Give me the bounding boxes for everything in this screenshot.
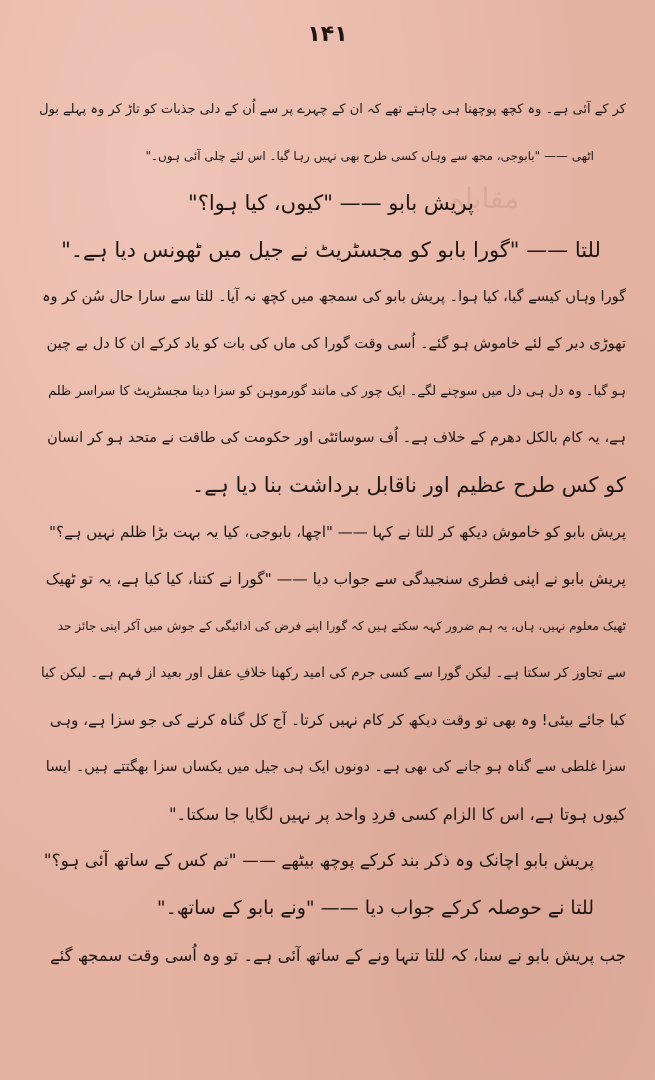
- text-line: کیوں ہوتا ہے، اس کا الزام کسی فردِ واحد پر نہیں لگایا جا سکتا۔": [168, 805, 626, 824]
- text-line: سزا غلطی سے گناہ ہو جانے کی بھی ہے۔ دونوں ایک ہی جیل میں یکساں سزا بھگتتے ہیں۔ ایسا: [45, 759, 626, 775]
- text-line: گورا وہاں کیسے گیا، کیا ہوا۔ پریش بابو کی سمجھ میں کچھ نہ آیا۔ للتا سے سارا حال سُن کر وہ: [42, 289, 626, 305]
- text-line: ہے، یہ کام بالکل دھرم کے خلاف ہے۔ اُف سوسائٹی اور حکومت کی طاقت نے متحد ہو کر انسان: [47, 430, 626, 446]
- text-line: للتا نے حوصلہ کرکے جواب دیا —— "ونے بابو کے ساتھ۔": [156, 897, 594, 919]
- text-line: تھوڑی دیر کے لئے خاموش ہو گئے۔ اُسی وقت گورا کی ماں کی بات کو یاد کرکے ان کا دل بے چین: [46, 336, 626, 352]
- text-line: للتا —— "گورا بابو کو مجسٹریٹ نے جیل میں ٹھونس دیا ہے۔": [61, 238, 601, 262]
- text-line: کو کس طرح عظیم اور ناقابل برداشت بنا دیا ہے۔: [191, 473, 626, 497]
- text-line: کر کے آئی ہے۔ وہ کچھ پوچھنا ہی چاہتے تھے کہ ان کے چہرے پر سے اُن کے دلی جذبات کو تاڑ کر وہ پہلے بول: [39, 102, 626, 117]
- text-line: جب پریش بابو نے سنا، کہ للتا تنہا ونے کے ساتھ آئی ہے۔ تو وہ اُسی وقت سمجھ گئے: [49, 946, 626, 965]
- text-line: ہو گیا۔ وہ دل ہی دل میں سوچنے لگے۔ ایک چور کی مانند گورموہن کو سزا دینا مجسٹریٹ کا سراسر ظلم: [48, 384, 626, 399]
- page-number: ۱۴۱: [307, 22, 348, 47]
- text-line: پریش بابو —— "کیوں، کیا ہوا؟": [188, 191, 474, 215]
- text-line: اٹھی —— "بابوجی، مجھ سے وہاں کسی طرح بھی نہیں رہا گیا۔ اس لئے چلی آئی ہوں۔": [145, 149, 594, 163]
- text-line: کیا جائے بیٹی! وہ بھی تو وقت دیکھ کر کام نہیں کرتا۔ آج کل گناہ کرنے کی جو سزا ہے، وہی: [49, 711, 626, 729]
- text-line: ٹھیک معلوم نہیں، ہاں، یہ ہم ضرور کہہ سکتے ہیں کہ گورا اپنے فرض کی ادائیگی کے جوش میں آکر اپنی جائز حد: [57, 619, 626, 633]
- text-line: پریش بابو نے اپنی فطری سنجیدگی سے جواب دیا —— "گورا نے کتنا، کیا کیا ہے، یہ تو ٹھیک: [45, 570, 626, 588]
- text-line: پریش بابو کو خاموش دیکھ کر للتا نے کہا —— "اچھا، بابوجی، کیا یہ بہت بڑا ظلم نہیں ہے؟": [49, 523, 626, 541]
- text-line: پریش بابو اچانک وہ ذکر بند کرکے پوچھ بیٹھے —— "تم کس کے ساتھ آئی ہو؟": [43, 851, 594, 871]
- page-body: [36, 86, 626, 979]
- text-line: سے تجاوز کر سکتا ہے۔ لیکن گورا سے کسی جرم کی امید رکھنا خلافِ عقل اور بعید از فہم ہے۔ لیکن کیا: [41, 665, 626, 681]
- bleed-through-text: مقابلہ: [448, 182, 520, 215]
